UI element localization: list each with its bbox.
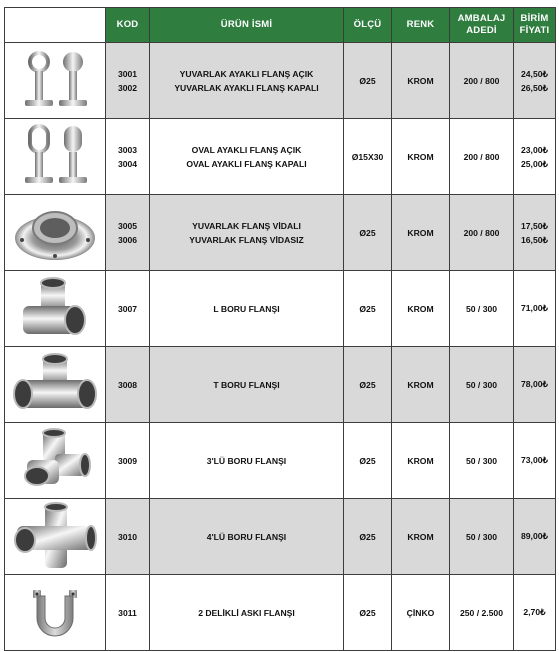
table-row [5, 499, 556, 575]
product-price: 89,00₺ [514, 499, 556, 575]
header-unit-price: BİRİM FİYATI [514, 8, 556, 43]
product-code: 3006 [117, 234, 138, 245]
product-code-cell [106, 119, 150, 195]
table-row [5, 575, 556, 651]
header-package-quantity: AMBALAJ ADEDİ [450, 8, 514, 43]
product-price: 16,50₺ [521, 234, 548, 245]
product-image-cell [5, 271, 106, 347]
header-product-name: ÜRÜN İSMİ [150, 8, 344, 43]
product-image-cell [5, 347, 106, 423]
product-size: Ø15X30 [344, 119, 392, 195]
header-code: KOD [106, 8, 150, 43]
product-name-cell [150, 195, 344, 271]
product-price: 78,00₺ [514, 347, 556, 423]
t-pipe-flange-icon [11, 350, 99, 420]
product-code: 3011 [106, 575, 150, 651]
table-header-row [5, 8, 556, 43]
table-row [5, 195, 556, 271]
product-code: 3001 [117, 68, 138, 79]
product-price: 25,00₺ [521, 158, 548, 169]
product-size: Ø25 [344, 347, 392, 423]
product-color: KROM [392, 195, 450, 271]
product-price: 23,00₺ [521, 144, 548, 155]
oval-footed-flange-icon [15, 122, 95, 192]
round-flange-icon [12, 198, 98, 268]
header-color: RENK [392, 8, 450, 43]
table-row [5, 43, 556, 119]
product-name: 3'LÜ BORU FLANŞI [150, 423, 344, 499]
product-name: OVAL AYAKLI FLANŞ AÇIK [191, 144, 302, 155]
product-name: YUVARLAK AYAKLI FLANŞ KAPALI [174, 82, 319, 93]
product-name: L BORU FLANŞI [150, 271, 344, 347]
product-size: Ø25 [344, 499, 392, 575]
product-package: 50 / 300 [450, 499, 514, 575]
product-color: KROM [392, 119, 450, 195]
product-image-cell [5, 575, 106, 651]
product-name: YUVARLAK FLANŞ VİDASIZ [189, 234, 304, 245]
product-name: 4'LÜ BORU FLANŞI [150, 499, 344, 575]
product-color: KROM [392, 43, 450, 119]
product-code: 3007 [106, 271, 150, 347]
product-package: 200 / 800 [450, 43, 514, 119]
product-image-cell [5, 423, 106, 499]
product-image-cell [5, 43, 106, 119]
product-price: 24,50₺ [521, 68, 548, 79]
product-name: YUVARLAK AYAKLI FLANŞ AÇIK [179, 68, 314, 79]
product-price-cell [514, 43, 556, 119]
product-code: 3002 [117, 82, 138, 93]
product-name-cell [150, 119, 344, 195]
product-price-cell [514, 119, 556, 195]
product-code: 3005 [117, 220, 138, 231]
product-name: OVAL AYAKLI FLANŞ KAPALI [186, 158, 307, 169]
product-code: 3003 [117, 144, 138, 155]
product-price: 17,50₺ [521, 220, 548, 231]
product-color: KROM [392, 347, 450, 423]
three-way-pipe-flange-icon [15, 426, 95, 496]
four-way-pipe-flange-icon [11, 502, 99, 572]
product-package: 50 / 300 [450, 271, 514, 347]
product-code: 3004 [117, 158, 138, 169]
product-image-cell [5, 195, 106, 271]
product-size: Ø25 [344, 271, 392, 347]
product-image-cell [5, 499, 106, 575]
product-price-cell [514, 195, 556, 271]
product-name-cell [150, 43, 344, 119]
product-code: 3010 [106, 499, 150, 575]
product-code: 3009 [106, 423, 150, 499]
table-row [5, 271, 556, 347]
table-row [5, 423, 556, 499]
product-package: 50 / 300 [450, 347, 514, 423]
product-name: YUVARLAK FLANŞ VİDALI [192, 220, 301, 231]
product-name: T BORU FLANŞI [150, 347, 344, 423]
table-row [5, 347, 556, 423]
product-code: 3008 [106, 347, 150, 423]
table-row [5, 119, 556, 195]
product-size: Ø25 [344, 423, 392, 499]
product-price: 2,70₺ [514, 575, 556, 651]
product-size: Ø25 [344, 43, 392, 119]
product-code-cell [106, 43, 150, 119]
product-package: 200 / 800 [450, 119, 514, 195]
product-package: 200 / 800 [450, 195, 514, 271]
l-pipe-flange-icon [15, 274, 95, 344]
product-color: ÇİNKO [392, 575, 450, 651]
product-package: 250 / 2.500 [450, 575, 514, 651]
product-image-cell [5, 119, 106, 195]
product-size: Ø25 [344, 195, 392, 271]
two-hole-hanger-flange-icon [15, 578, 95, 648]
product-color: KROM [392, 423, 450, 499]
product-package: 50 / 300 [450, 423, 514, 499]
header-image-cell [5, 8, 106, 43]
product-size: Ø25 [344, 575, 392, 651]
product-color: KROM [392, 271, 450, 347]
product-name: 2 DELİKLİ ASKI FLANŞI [150, 575, 344, 651]
product-color: KROM [392, 499, 450, 575]
product-price: 73,00₺ [514, 423, 556, 499]
header-size: ÖLÇÜ [344, 8, 392, 43]
product-code-cell [106, 195, 150, 271]
product-price-table [4, 7, 556, 651]
round-footed-flange-icon [15, 46, 95, 116]
product-price: 26,50₺ [521, 82, 548, 93]
product-price: 71,00₺ [514, 271, 556, 347]
